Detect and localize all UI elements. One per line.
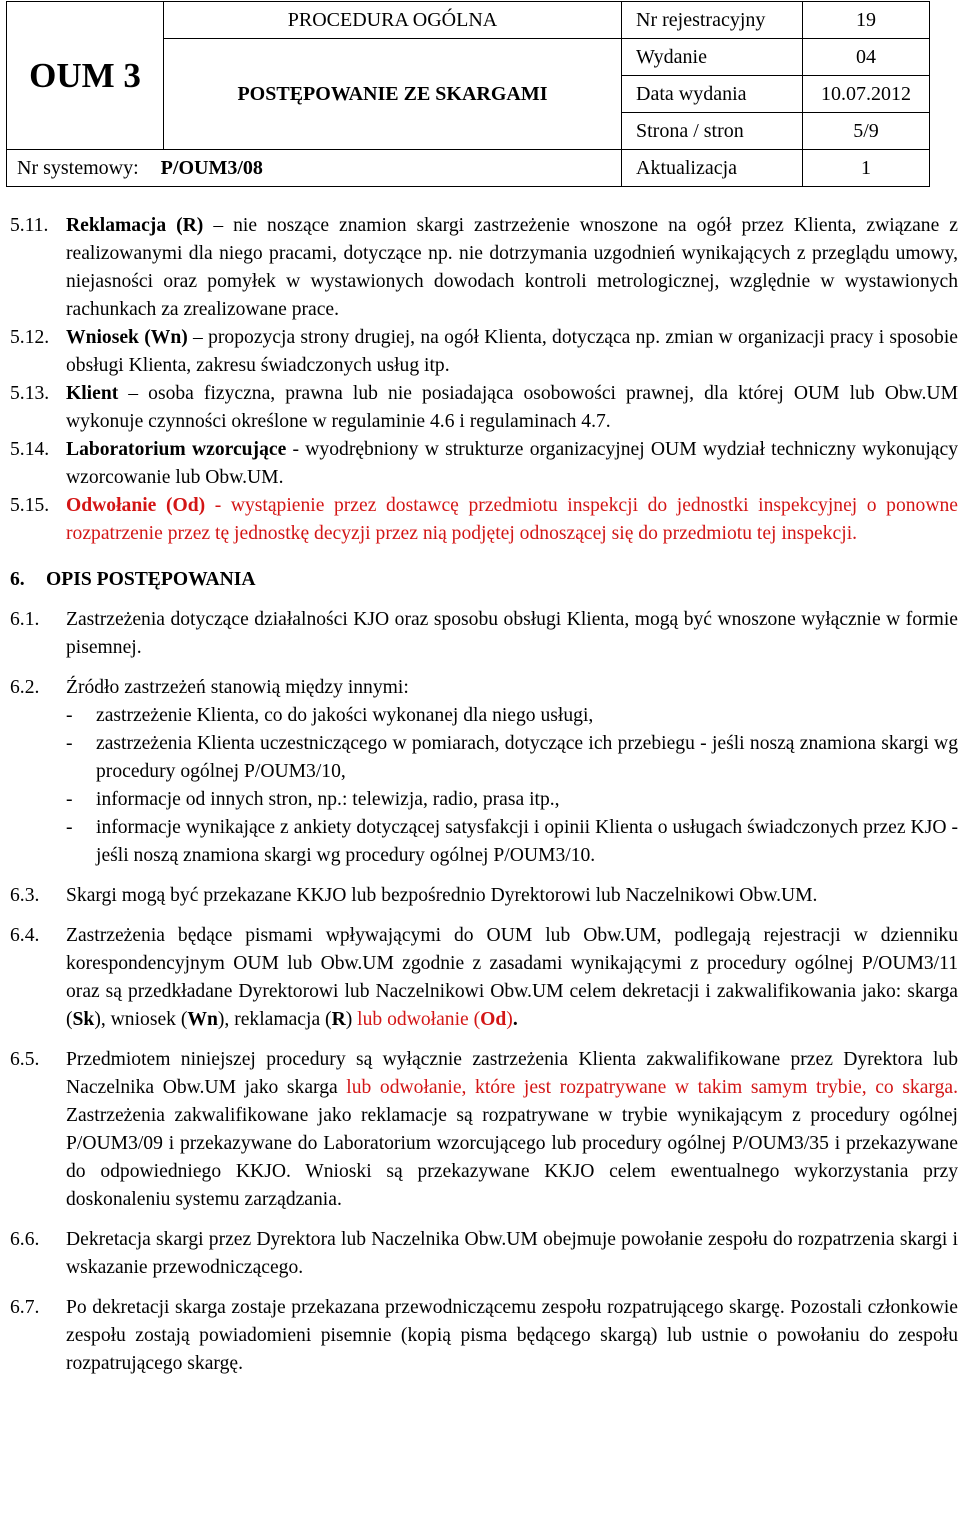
paragraph-6-5	[10, 1046, 958, 1214]
document-body	[10, 212, 958, 1378]
definition-term: Laboratorium wzorcujące	[66, 439, 287, 460]
meta-label-page: Strona / stron	[622, 113, 803, 150]
definition-term: Klient	[66, 383, 119, 404]
paragraph-6-7	[10, 1294, 958, 1378]
paragraph-number: 6.3.	[10, 885, 40, 906]
definition-text: Laboratorium wzorcujące - wyodrębniony w strukturze organizacyjnej OUM wydział techniczny wykonujący wzorcowanie lub Obw.UM.	[66, 439, 958, 488]
meta-label-update: Aktualizacja	[622, 150, 803, 187]
meta-value-page: 5/9	[803, 113, 930, 150]
definition-number: 5.14.	[10, 439, 50, 460]
document-header	[6, 1, 930, 187]
definition-number: 5.15.	[10, 495, 50, 516]
paragraph-text: Dekretacja skargi przez Dyrektora lub Naczelnika Obw.UM obejmuje powołanie zespołu do rozpatrzenia skargi i wskazanie przewodniczącego.	[66, 1229, 958, 1278]
system-number-label: Nr systemowy:	[17, 156, 139, 179]
definition-text: Wniosek (Wn) – propozycja strony drugiej, na ogół Klienta, dotycząca np. zmian w organizacji pracy i sposobie obsługi Klienta, zakresu świadczonych usług itp.	[66, 327, 958, 376]
procedure-type: PROCEDURA OGÓLNA	[164, 2, 622, 39]
paragraph-number: 6.4.	[10, 925, 40, 946]
definition-text: Klient – osoba fizyczna, prawna lub nie posiadająca osobowości prawnej, dla której OUM lub Obw.UM wykonuje czynności określone w regulaminie 4.6 i regulaminach 4.7.	[66, 383, 958, 432]
list-item: - zastrzeżenia Klienta uczestniczącego w pomiarach, dotyczące ich przebiegu - jeśli noszą znamiona skargi wg procedury ogólnej P/OUM3/10,	[66, 733, 958, 782]
paragraph-text: Źródło zastrzeżeń stanowią między innymi:	[66, 677, 409, 698]
list-item: - informacje wynikające z ankiety dotyczącej satysfakcji i opinii Klienta o usługach świadczonych przez KJO - jeśli noszą znamiona skargi wg procedury ogólnej P/OUM3/10.	[66, 817, 958, 866]
paragraph-6-2	[10, 674, 958, 870]
section-heading	[10, 566, 958, 594]
definition-term: Reklamacja (R)	[66, 215, 204, 236]
paragraph-text: Zastrzeżenia dotyczące działalności KJO oraz sposobu obsługi Klienta, mogą być wnoszone wyłącznie w formie pisemnej.	[66, 609, 958, 658]
section-title: OPIS POSTĘPOWANIA	[46, 569, 256, 590]
list-item: - zastrzeżenie Klienta, co do jakości wykonanej dla niego usługi,	[66, 705, 594, 726]
definition-5-14	[10, 436, 958, 492]
definition-5-12	[10, 324, 958, 380]
system-number-value: P/OUM3/08	[160, 156, 263, 179]
list-item: - informacje od innych stron, np.: telewizja, radio, prasa itp.,	[66, 789, 560, 810]
paragraph-6-3	[10, 882, 958, 910]
paragraph-6-4	[10, 922, 958, 1034]
meta-value-edition: 04	[803, 39, 930, 76]
meta-label-edition: Wydanie	[622, 39, 803, 76]
definition-number: 5.13.	[10, 383, 50, 404]
procedure-code: OUM 3	[7, 2, 164, 150]
paragraph-text: Przedmiotem niniejszej procedury są wyłącznie zastrzeżenia Klienta zakwalifikowane przez Dyrektora lub Naczelnika Obw.UM jako skarga lub odwołanie, które jest rozpatrywane w takim samym trybie, co skarga. Zastrzeżenia zakwalifikowane jako reklamacje są rozpatrywane w trybie wynikającym z procedury ogólnej P/OUM3/09 i przekazywane do Laboratorium wzorcującego lub procedury ogólnej P/OUM3/35 i przekazywane do odpowiedniego KKJO. Wnioski są przekazywane KKJO celem ewentualnego wykorzystania przy doskonaleniu systemu zarządzania.	[66, 1049, 958, 1210]
paragraph-6-1	[10, 606, 958, 662]
meta-value-registration: 19	[803, 2, 930, 39]
source-list	[66, 702, 958, 870]
definition-5-15	[10, 492, 958, 548]
paragraph-text: Po dekretacji skarga zostaje przekazana przewodniczącemu zespołu rozpatrującego skargę. Pozostali członkowie zespołu zostają powiadomieni pisemnie (kopią pisma będącego skargą) lub ustnie o powołaniu do zespołu rozpatrującego skargę.	[66, 1297, 958, 1374]
definition-number: 5.12.	[10, 327, 50, 348]
paragraph-text: Zastrzeżenia będące pismami wpływającymi do OUM lub Obw.UM, podlegają rejestracji w dzienniku korespondencyjnym OUM lub Obw.UM zgodnie z zasadami wynikającymi z procedury ogólnej P/OUM3/11 oraz są przedkładane Dyrektorowi lub Naczelnikowi Obw.UM celem dekretacji i zakwalifikowania jako: skarga (Sk), wniosek (Wn), reklamacja (R) lub odwołanie (Od).	[66, 925, 958, 1030]
paragraph-number: 6.5.	[10, 1049, 40, 1070]
meta-label-issue-date: Data wydania	[622, 76, 803, 113]
definition-term: Wniosek (Wn)	[66, 327, 188, 348]
definition-5-13	[10, 380, 958, 436]
paragraph-number: 6.2.	[10, 677, 40, 698]
paragraph-number: 6.6.	[10, 1229, 40, 1250]
section-number: 6.	[10, 569, 25, 590]
procedure-title: POSTĘPOWANIE ZE SKARGAMI	[164, 39, 622, 150]
system-number	[7, 150, 622, 187]
definition-number: 5.11.	[10, 215, 49, 236]
paragraph-text: Skargi mogą być przekazane KKJO lub bezpośrednio Dyrektorowi lub Naczelnikowi Obw.UM.	[66, 885, 818, 906]
meta-value-update: 1	[803, 150, 930, 187]
definition-text: Odwołanie (Od) - wystąpienie przez dostawcę przedmiotu inspekcji do jednostki inspekcyjnej o ponowne rozpatrzenie przez tę jednostkę decyzji przez nią podjętej odnoszącej się do przedmiotu tej inspekcji.	[66, 495, 958, 544]
definition-term: Odwołanie (Od)	[66, 495, 206, 516]
meta-value-issue-date: 10.07.2012	[803, 76, 930, 113]
meta-label-registration: Nr rejestracyjny	[622, 2, 803, 39]
paragraph-number: 6.1.	[10, 609, 40, 630]
definition-text: Reklamacja (R) – nie noszące znamion skargi zastrzeżenie wnoszone na ogół przez Klienta, związane z realizowanymi dla niego pracami, dotyczące np. nie dotrzymania uzgodnień wynikających z przeglądu umowy, niejasności oraz pomyłek w wystawionych dowodach kontroli metrologicznej, względnie w wystawionych rachunkach za zrealizowane prace.	[66, 215, 958, 320]
paragraph-6-6	[10, 1226, 958, 1282]
paragraph-number: 6.7.	[10, 1297, 40, 1318]
definition-5-11	[10, 212, 958, 324]
